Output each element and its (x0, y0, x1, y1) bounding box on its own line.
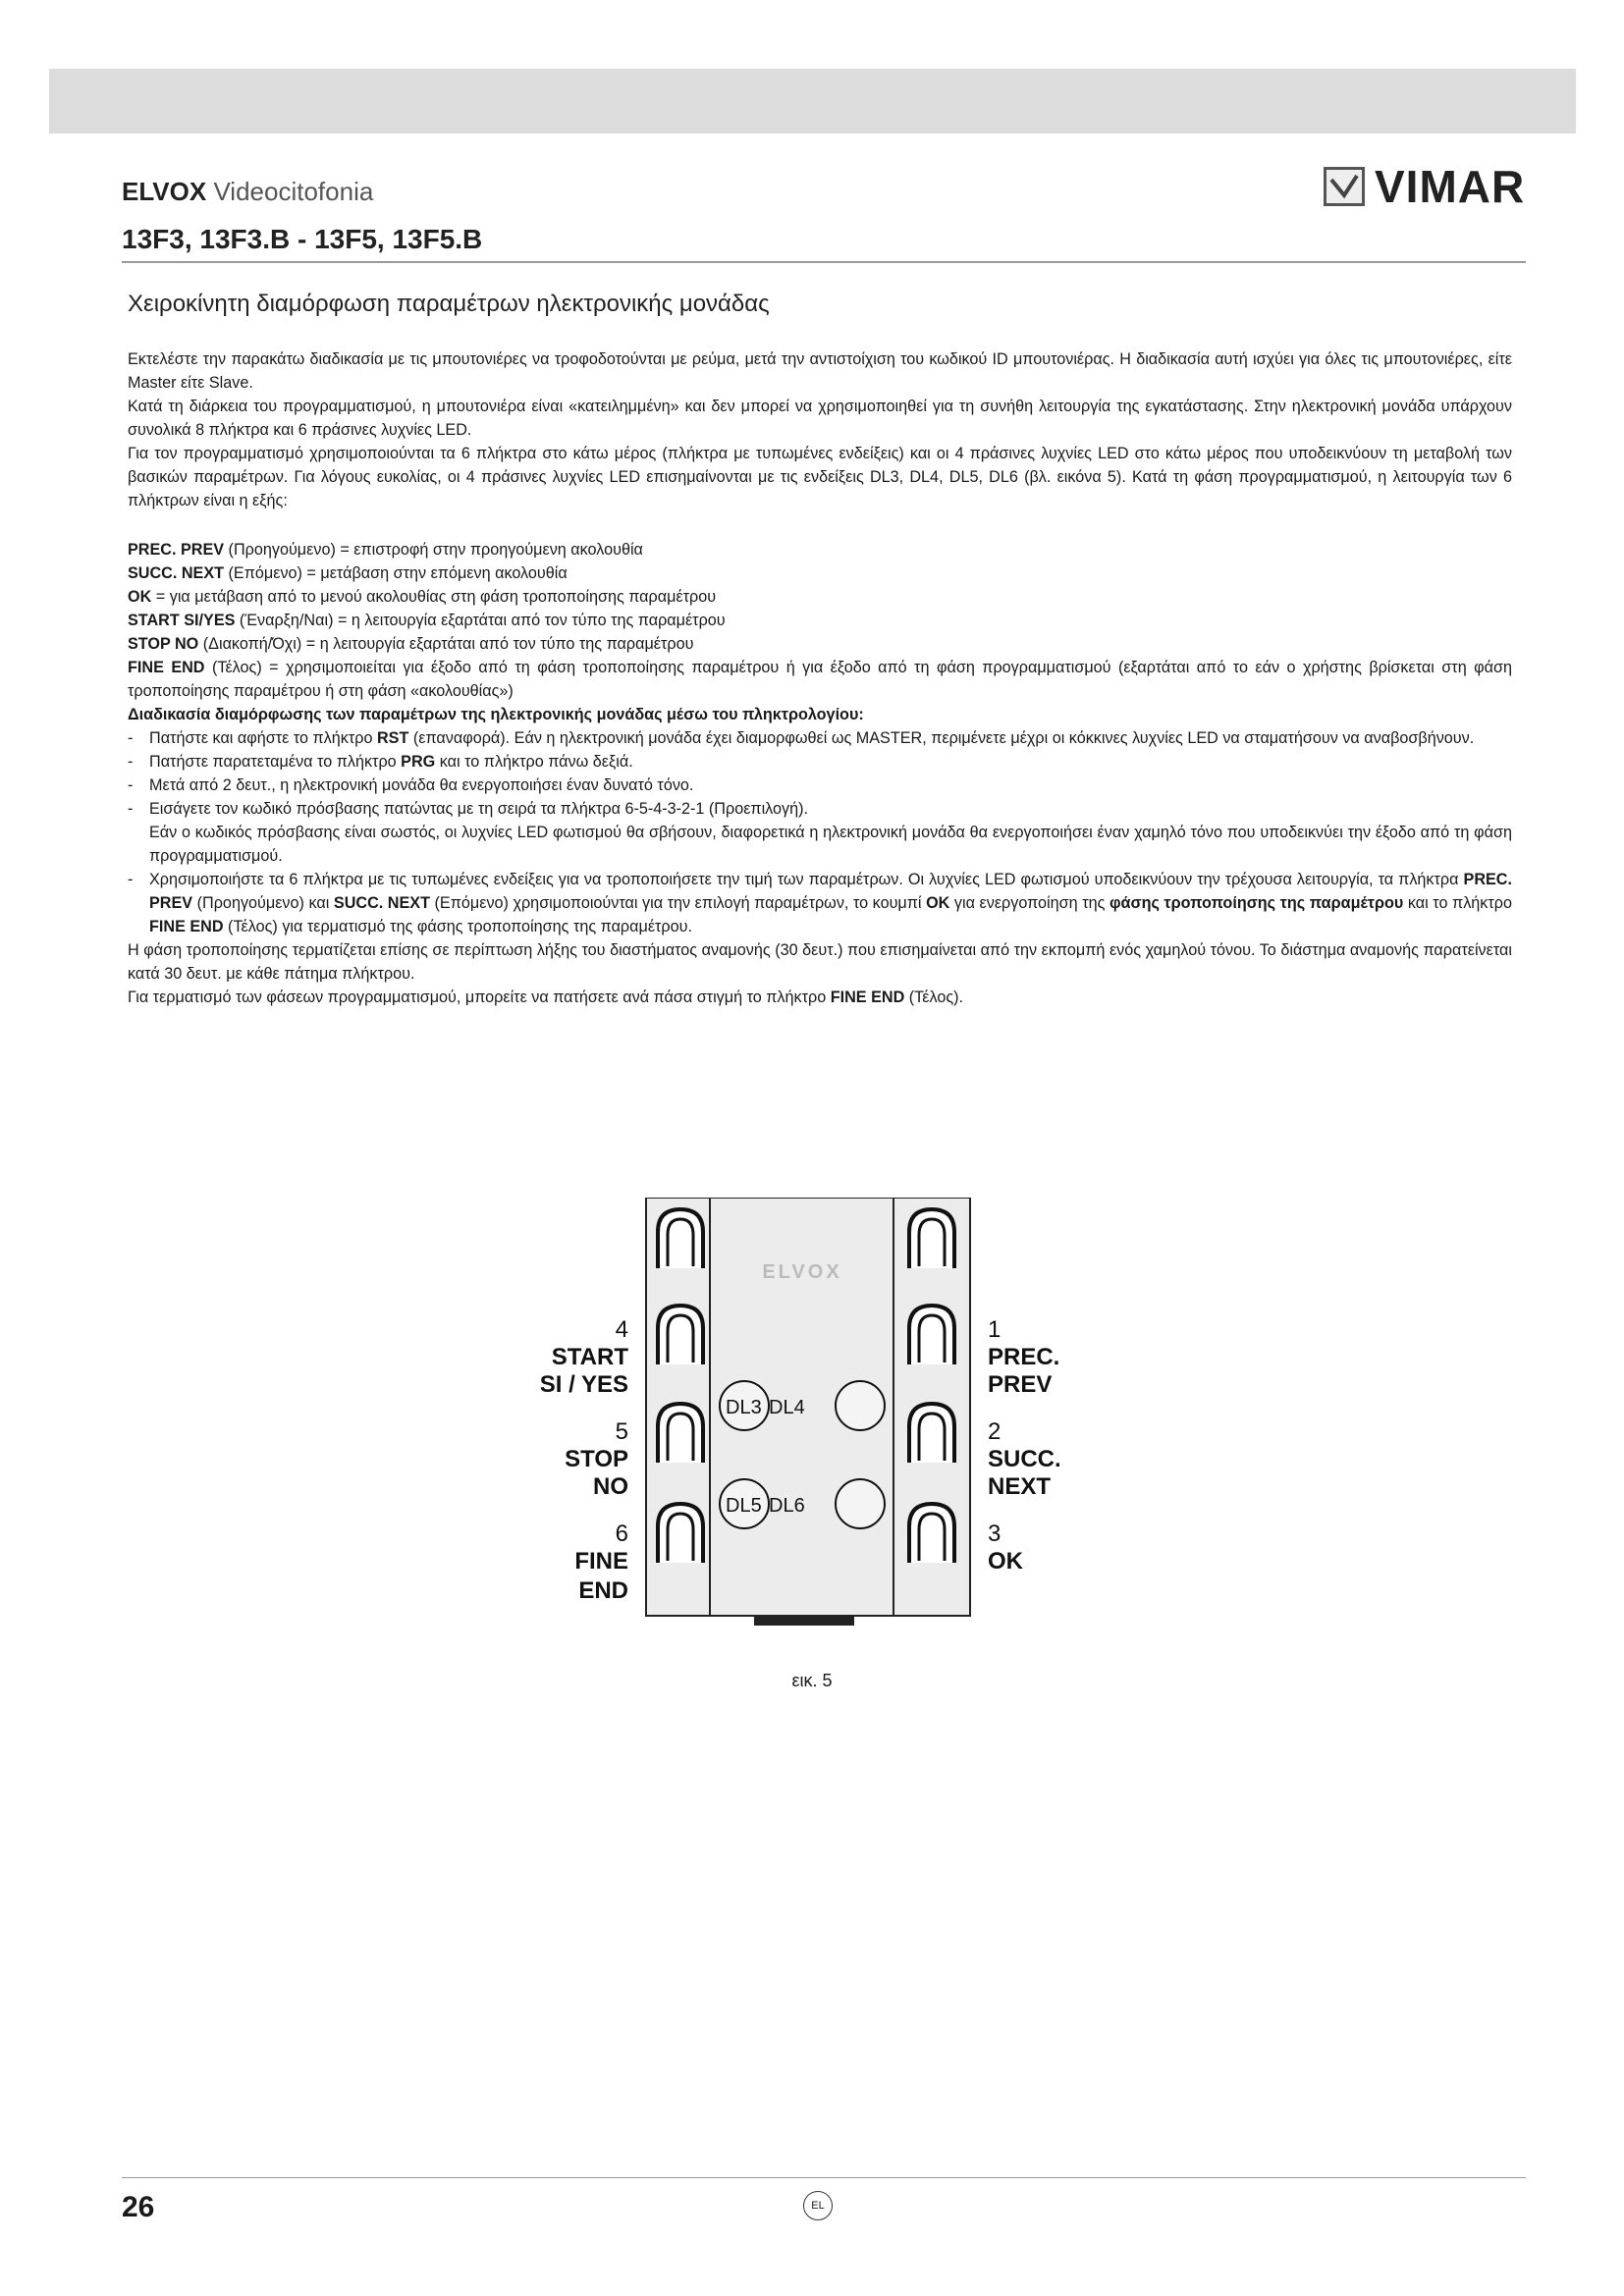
key-top-left (658, 1209, 703, 1268)
label-num-1: 1 (988, 1316, 1001, 1343)
key-item: OK = για μετάβαση από το μενού ακολουθίας στη φάση τροποποίησης παραμέτρου (128, 588, 717, 606)
device-logo: ELVOX (762, 1261, 842, 1283)
key-item: PREC. PREV (Προηγούμενο) = επιστροφή στην προηγούμενη ακολουθία (128, 541, 643, 559)
brand-subtitle: Videocitofonia (213, 177, 374, 206)
key-item: FINE END (Τέλος) = χρησιμοποιείται για έξοδο από τη φάση τροποποίησης παραμέτρου ή για έξοδο από τη φάση προγραμματισμού (εξαρτάται από το εάν ο χρήστης βρίσκεται στη φάση τροποποίησης παραμέτρου ή στη φάση «ακολουθίας») (128, 659, 1512, 700)
footer-divider (122, 2177, 1526, 2178)
label-num-6: 6 (615, 1521, 628, 1547)
key-item: SUCC. NEXT (Επόμενο) = μετάβαση στην επόμενη ακολουθία (128, 564, 568, 582)
language-badge: EL (803, 2191, 833, 2220)
header-divider (122, 261, 1526, 263)
label-fine: FINE (574, 1548, 628, 1575)
procedure-title: Διαδικασία διαμόρφωσης των παραμέτρων της ηλεκτρονικής μονάδας μέσω του πληκτρολογίου: (128, 706, 864, 723)
step-item: - Πατήστε παρατεταμένα το πλήκτρο PRG και το πλήκτρο πάνω δεξιά. (128, 750, 1512, 774)
brand-bold: ELVOX (122, 177, 207, 206)
key-5-stop-no (658, 1404, 703, 1463)
label-succ: SUCC. (988, 1446, 1061, 1472)
label-num-2: 2 (988, 1418, 1001, 1445)
step-item: - Μετά από 2 δευτ., η ηλεκτρονική μονάδα θα ενεργοποιήσει έναν δυνατό τόνο. (128, 774, 1512, 797)
led-dl4-circle (836, 1381, 885, 1430)
device-connector (754, 1616, 854, 1626)
page-number: 26 (122, 2191, 155, 2223)
step-item: - Εισάγετε τον κωδικό πρόσβασης πατώντας με τη σειρά τα πλήκτρα 6-5-4-3-2-1 (Προεπιλογή). Εάν ο κωδικός πρόσβασης είναι σωστός, οι λυχνίες LED φωτισμού θα σβήσουν, διαφορετικά η ηλεκτρονική μονάδα θα ενεργοποιήσει έναν χαμηλό τόνο που υποδεικνύει την έξοδο από τη φάση προγραμματισμού. (128, 797, 1512, 868)
key-item: START SI/YES (Έναρξη/Ναι) = η λειτουργία εξαρτάται από τον τύπο της παραμέτρου (128, 612, 726, 629)
brand-title (122, 177, 373, 207)
step-item: - Χρησιμοποιήστε τα 6 πλήκτρα με τις τυπωμένες ενδείξεις για να τροποποιήσετε την τιμή των παραμέτρων. Οι λυχνίες LED φωτισμού υποδεικνύουν την τρέχουσα λειτουργία, τα πλήκτρα PREC. PREV (Προηγούμενο) και SUCC. NEXT (Επόμενο) χρησιμοποιούνται για την επιλογή παραμέτρων, το κουμπί OK για ενεργοποίηση της φάσης τροποποίησης της παραμέτρου και το πλήκτρο FINE END (Τέλος) για τερματισμό της φάσης τροποποίησης της παραμέτρου. (128, 868, 1512, 938)
logo-text: VIMAR (1375, 161, 1526, 212)
key-6-fine-end (658, 1504, 703, 1563)
intro-paragraph: Για τον προγραμματισμό χρησιμοποιούνται τα 6 πλήκτρα στο κάτω μέρος (πλήκτρα με τυπωμένες ενδείξεις) και οι 4 πράσινες λυχνίες LED στο κάτω μέρος που υποδεικνύουν τη μεταβολή των βασικών παραμέτρων. Για λόγους ευκολίας, οι 4 πράσινες λυχνίες LED επισημαίνονται με τις ενδείξεις DL3, DL4, DL5, DL6 (βλ. εικόνα 5). Κατά τη φάση προγραμματισμού, η λειτουργία των 6 πλήκτρων είναι η εξής: (128, 445, 1512, 509)
intro-paragraph: Εκτελέστε την παρακάτω διαδικασία με τις μπουτονιέρες να τροφοδοτούνται με ρεύμα, μετά την αντιστοίχιση του κωδικού ID μπουτονιέρας. Η διαδικασία αυτή ισχύει για όλες τις μπουτονιέρες, είτε Master είτε Slave. (128, 350, 1512, 392)
label-num-3: 3 (988, 1521, 1001, 1547)
led-label-dl3: DL3 (726, 1397, 762, 1418)
key-4-start-yes (658, 1306, 703, 1364)
label-end: END (578, 1577, 628, 1604)
intro-paragraph: Κατά τη διάρκεια του προγραμματισμού, η μπουτονιέρα είναι «κατειλημμένη» και δεν μπορεί να χρησιμοποιηθεί για τη συνήθη λειτουργία της εγκατάστασης. Στην ηλεκτρονική μονάδα υπάρχουν συνολικά 8 πλήκτρα και 6 πράσινες λυχνίες LED. (128, 398, 1512, 439)
model-title: 13F3, 13F3.B - 13F5, 13F5.B (122, 224, 483, 254)
label-si-yes: SI / YES (539, 1371, 628, 1398)
led-label-dl6: DL6 (769, 1495, 805, 1517)
keypad-figure (530, 1198, 1090, 1639)
label-no: NO (593, 1473, 628, 1500)
label-prev: PREV (988, 1371, 1053, 1398)
key-list (128, 538, 1512, 703)
logo-check-icon (1324, 167, 1365, 206)
key-top-right (909, 1209, 954, 1268)
label-start: START (551, 1344, 628, 1370)
procedure-steps (128, 726, 1512, 938)
led-label-dl5: DL5 (726, 1495, 762, 1517)
key-1-prec-prev (909, 1306, 954, 1364)
figure-caption: εικ. 5 (791, 1671, 833, 1690)
end-paragraph: Για τερματισμό των φάσεων προγραμματισμού, μπορείτε να πατήσετε ανά πάσα στιγμή το πλήκτρο FINE END (Τέλος). (128, 988, 964, 1006)
led-dl6-circle (836, 1479, 885, 1528)
key-item: STOP NO (Διακοπή/Όχι) = η λειτουργία εξαρτάται από τον τύπο της παραμέτρου (128, 635, 694, 653)
label-num-5: 5 (615, 1418, 628, 1445)
led-label-dl4: DL4 (769, 1397, 805, 1418)
key-2-succ-next (909, 1404, 954, 1463)
document-body (128, 347, 1512, 1009)
section-title: Χειροκίνητη διαμόρφωση παραμέτρων ηλεκτρονικής μονάδας (128, 291, 770, 317)
header-bar (49, 69, 1576, 133)
label-ok: OK (988, 1548, 1023, 1575)
label-num-4: 4 (615, 1316, 628, 1343)
vimar-logo (1324, 163, 1525, 210)
timeout-paragraph: Η φάση τροποποίησης τερματίζεται επίσης σε περίπτωση λήξης του διαστήματος αναμονής (30 δευτ.) που επισημαίνεται από την εκπομπή ενός χαμηλού τόνου. Το διάστημα αναμονής παρατείνεται κατά 30 δευτ. με κάθε πάτημα πλήκτρου. (128, 941, 1512, 983)
step-item: - Πατήστε και αφήστε το πλήκτρο RST (επαναφορά). Εάν η ηλεκτρονική μονάδα έχει διαμορφωθεί ως MASTER, περιμένετε μέχρι οι κόκκινες λυχνίες LED να σταματήσουν να αναβοσβήνουν. (128, 726, 1512, 750)
label-stop: STOP (565, 1446, 628, 1472)
label-prec: PREC. (988, 1344, 1060, 1370)
label-next: NEXT (988, 1473, 1052, 1500)
key-3-ok (909, 1504, 954, 1563)
